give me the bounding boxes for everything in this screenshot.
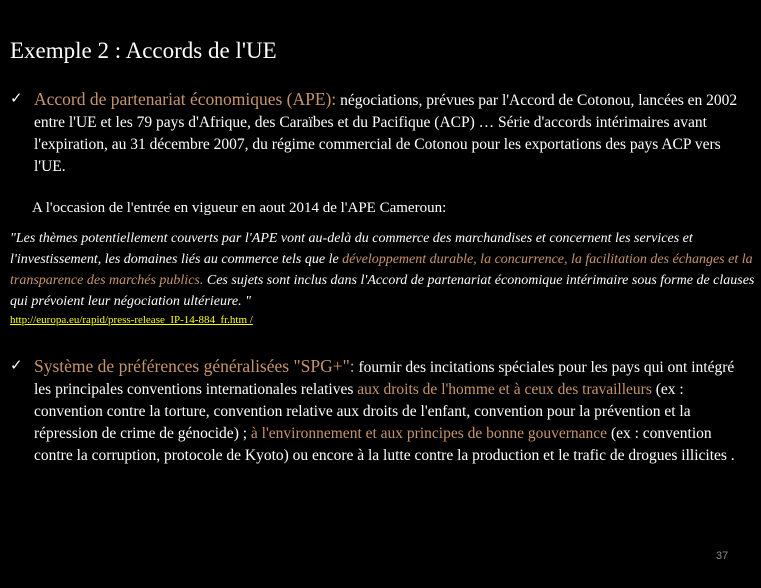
quote-accent: développement durable, la concurrence, la facilitation des échanges et la transparence des marchés publics.: [10, 252, 753, 288]
quote-part1: "Les thèmes potentiellement couverts par l'APE vont au-delà du commerce des marchandises et concernent les services et l'investissement, les domaines liés au commerce tels que le: [10, 231, 693, 267]
bullet-spg-text: [34, 355, 750, 467]
bullet-spg-accent2: à l'environnement et aux principes de bonne gouvernance: [250, 425, 608, 442]
quote-part2: Ces sujets sont inclus dans l'Accord de partenariat économique intérimaire sous forme de clauses qui prévoient leur négociation ultérieure. ": [10, 273, 755, 309]
bullet-spg-body3: (ex : convention contre la corruption, protocole de Kyoto) ou encore à la lutte contre la production et le trafic de drogues illicites .: [34, 425, 735, 464]
bullet-spg: [10, 355, 750, 467]
checkmark-icon: ✓: [10, 91, 23, 107]
bullet-ape: [10, 88, 750, 178]
quote-block: [10, 228, 755, 312]
bullet-spg-body2: (ex : convention contre la torture, convention relative aux droits de l'enfant, convention pour la prévention et la répression de crime de génocide) ;: [34, 381, 691, 442]
bullet-ape-text: [34, 88, 750, 178]
page-number: 37: [716, 550, 729, 562]
bullet-ape-heading: Accord de partenariat économiques (APE):: [34, 89, 337, 109]
intro-text: A l'occasion de l'entrée en vigueur en aout 2014 de l'APE Cameroun:: [32, 200, 447, 216]
checkmark-icon: ✓: [10, 358, 23, 374]
bullet-spg-heading: Système de préférences généralisées "SPG+":: [34, 356, 355, 376]
source-link[interactable]: http://europa.eu/rapid/press-release_IP-14-884_fr.htm /: [10, 314, 253, 326]
bullet-spg-accent1: aux droits de l'homme et à ceux des travailleurs: [357, 381, 652, 398]
bullet-spg-body1: fournir des incitations spéciales pour les pays qui ont intégré les principales conventions internationales relatives: [34, 359, 735, 398]
slide-title: Exemple 2 : Accords de l'UE: [10, 38, 277, 63]
bullet-ape-body: négociations, prévues par l'Accord de Cotonou, lancées en 2002 entre l'UE et les 79 pays d'Afrique, des Caraïbes et du Pacifique (ACP) … Série d'accords intérimaires avant l'expiration, au 31 décembre 2007, du régime commercial de Cotonou pour les exportations des pays ACP vers l'UE.: [34, 92, 738, 175]
